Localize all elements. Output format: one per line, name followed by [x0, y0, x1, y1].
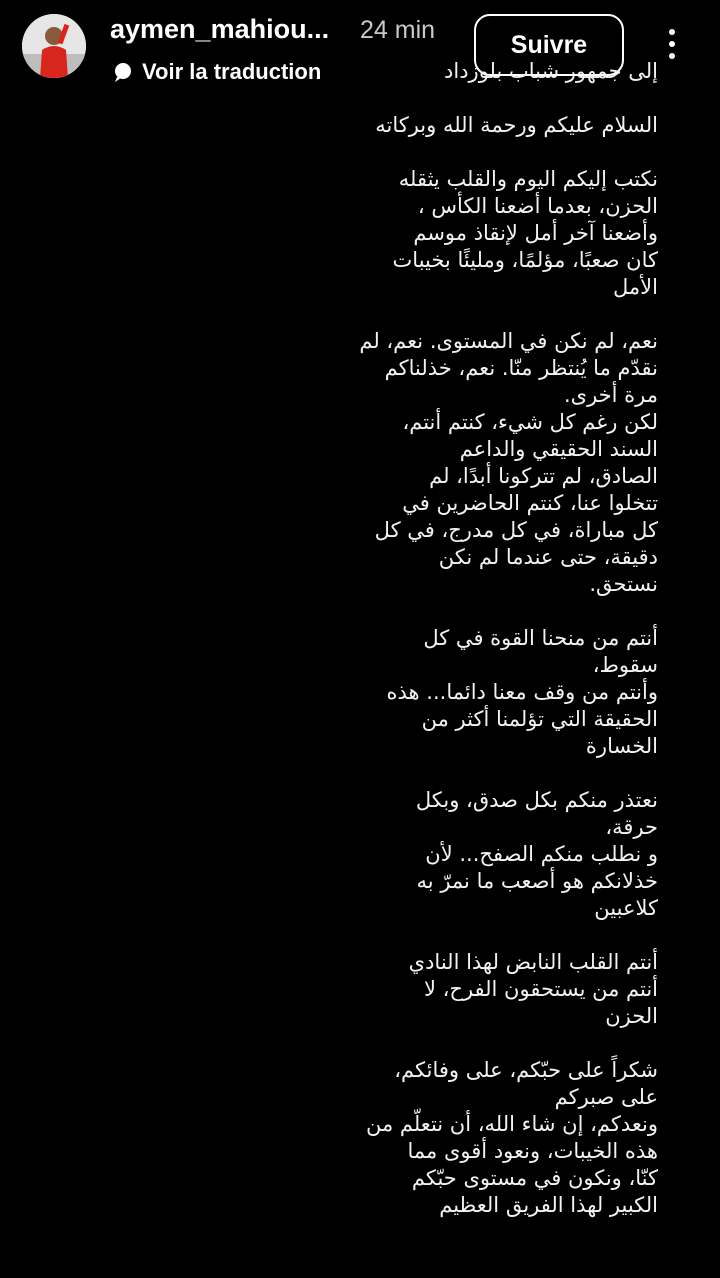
message-line: أنتم من منحنا القوة في كل [423, 626, 658, 650]
message-line: الكبير لهذا الفريق العظيم [439, 1193, 658, 1217]
message-paragraph [138, 625, 658, 760]
message-paragraph [138, 787, 658, 922]
follow-button[interactable]: Suivre [474, 14, 624, 76]
avatar-photo [22, 14, 86, 78]
message-line: الأمل [613, 275, 658, 299]
username[interactable]: aymen_mahiou... [110, 14, 330, 44]
message-line: ونعدكم، إن شاء الله، أن نتعلّم من [365, 1112, 658, 1136]
translate-label: Voir la traduction [142, 59, 322, 84]
message-paragraph [138, 949, 658, 1030]
more-dot [669, 29, 675, 35]
message-line: دقيقة، حتى عندما لم نكن [438, 545, 658, 569]
message-line: أنتم من يستحقون الفرح، لا [423, 977, 658, 1001]
message-paragraph [138, 58, 658, 85]
message-line: السند الحقيقي والداعم [459, 437, 658, 461]
post-time: 24 min [360, 16, 436, 44]
message-line: شكراً على حبّكم، على وفائكم، [394, 1058, 658, 1082]
message-line: الخسارة [585, 734, 658, 758]
message-line: وأضعنا آخر أمل لإنقاذ موسم [413, 221, 658, 245]
message-line: هذه الخيبات، ونعود أقوى مما [407, 1139, 658, 1163]
message-line: نستحق. [589, 572, 658, 596]
more-dot [669, 41, 675, 47]
message-line: إلى جمهور شباب بلوزداد [444, 59, 658, 83]
message-line: حرقة، [605, 815, 658, 839]
avatar[interactable] [22, 14, 86, 78]
message-line: وأنتم من وقف معنا دائما... هذه [386, 680, 658, 704]
message-paragraph [138, 166, 658, 301]
message-paragraph [138, 1057, 658, 1219]
message-line: نقدّم ما يُنتظر منّا. نعم، خذلناكم [384, 356, 658, 380]
message-line: الحزن [605, 1004, 658, 1028]
more-dot [669, 53, 675, 59]
message-line: كان صعبًا، مؤلمًا، ومليئًا بخيبات [392, 248, 658, 272]
message-line: نعم، لم نكن في المستوى. نعم، لم [359, 329, 658, 353]
message-paragraph [138, 328, 658, 598]
speech-bubble-icon [112, 61, 134, 83]
message-line: خذلانكم هو أصعب ما نمرّ به [416, 869, 658, 893]
message-line: تتخلوا عنا، كنتم الحاضرين في [402, 491, 658, 515]
message-line: الحقيقة التي تؤلمنا أكثر من [421, 707, 658, 731]
message-line: الصادق، لم تتركونا أبدًا، لم [429, 464, 658, 488]
story-message [138, 58, 658, 1246]
message-line: نكتب إليكم اليوم والقلب يثقله [398, 167, 658, 191]
message-line: مرة أخرى. [563, 383, 658, 407]
message-line: كلاعبين [594, 896, 658, 920]
message-line: كنّا، ونكون في مستوى حبّكم [411, 1166, 658, 1190]
more-vertical-icon[interactable] [654, 22, 690, 66]
message-line: نعتذر منكم بكل صدق، وبكل [415, 788, 658, 812]
message-line: على صبركم [554, 1085, 658, 1109]
message-line: سقوط، [592, 653, 658, 677]
message-line: و نطلب منكم الصفح... لأن [425, 842, 658, 866]
message-line: الحزن، بعدما أضعنا الكأس ، [417, 194, 658, 218]
message-paragraph [138, 112, 658, 139]
message-line: أنتم القلب النابض لهذا النادي [408, 950, 658, 974]
message-line: السلام عليكم ورحمة الله وبركاته [375, 113, 658, 137]
message-line: لكن رغم كل شيء، كنتم أنتم، [402, 410, 658, 434]
message-line: كل مباراة، في كل مدرج، في كل [374, 518, 658, 542]
